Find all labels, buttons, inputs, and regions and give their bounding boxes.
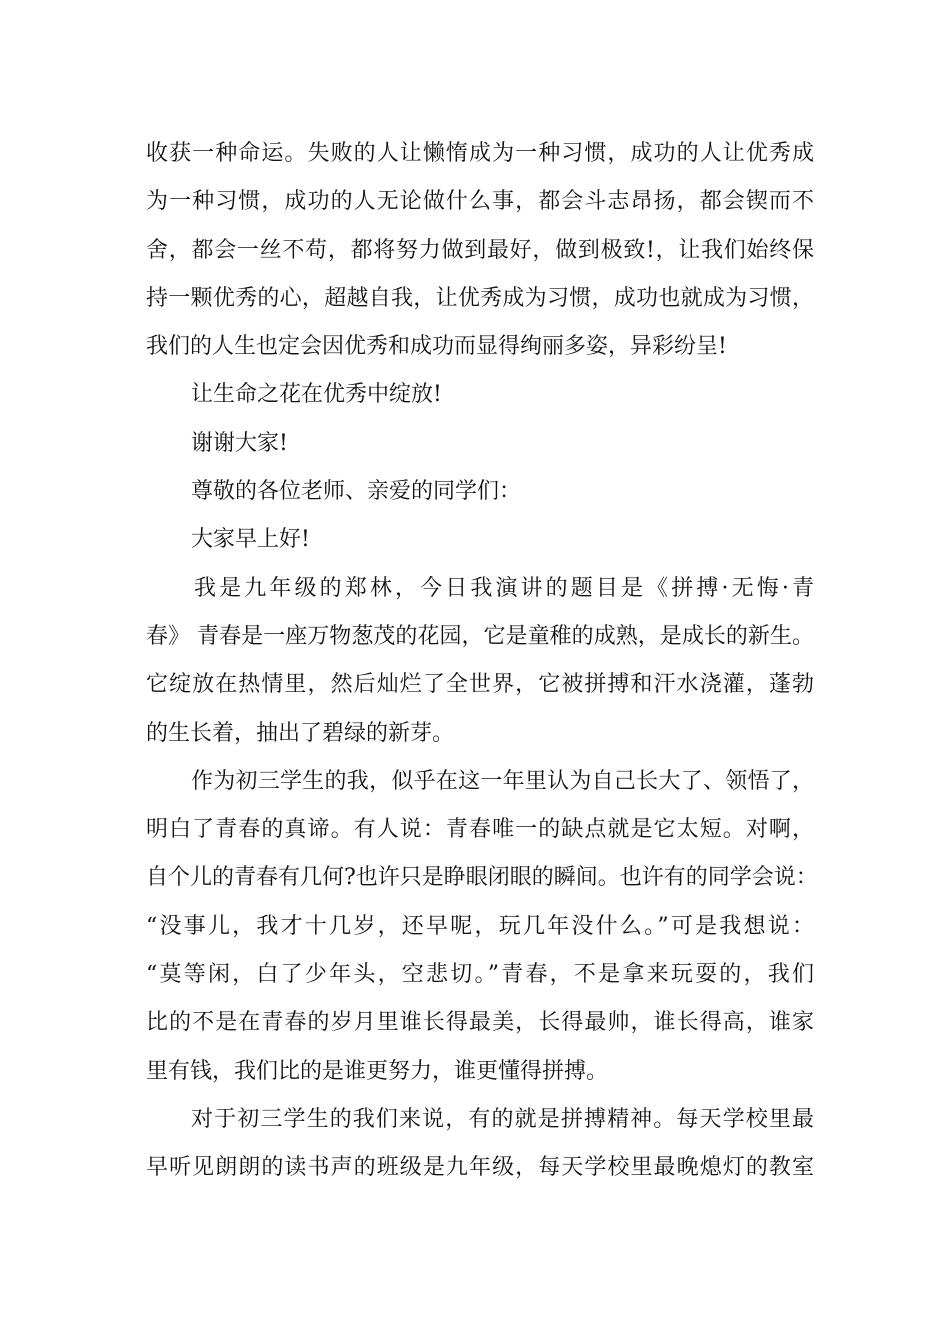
text-line: 它绽放在热情里，然后灿烂了全世界，它被拼搏和汗水浇灌，蓬勃 — [146, 672, 814, 698]
text-line: “没事儿，我才十几岁，还早呢，玩几年没什么。”可是我想说： — [146, 913, 814, 939]
text-line: 为一种习惯，成功的人无论做什么事，都会斗志昂扬，都会锲而不 — [146, 189, 814, 215]
text-line: 早听见朗朗的读书声的班级是九年级，每天学校里最晚熄灯的教室 — [146, 1155, 814, 1181]
text-line: 尊敬的各位老师、亲爱的同学们： — [191, 479, 522, 505]
text-line: 让生命之花在优秀中绽放! — [191, 382, 442, 408]
text-line: 作为初三学生的我，似乎在这一年里认为自己长大了、领悟了， — [191, 768, 814, 794]
text-line: 春》 青春是一座万物葱茂的花园，它是童稚的成熟，是成长的新生。 — [146, 623, 814, 649]
text-line: 我是九年级的郑林，今日我演讲的题目是《拼搏·无悔·青 — [194, 575, 814, 601]
text-line: “莫等闲，白了少年头，空悲切。”青春，不是拿来玩耍的，我们 — [146, 962, 814, 988]
text-line: 明白了青春的真谛。有人说：青春唯一的缺点就是它太短。对啊， — [146, 817, 814, 843]
text-line: 舍，都会一丝不苟，都将努力做到最好，做到极致!，让我们始终保 — [146, 237, 814, 263]
text-line: 自个儿的青春有几何?也许只是睁眼闭眼的瞬间。也许有的同学会说： — [146, 865, 818, 891]
text-line: 比的不是在青春的岁月里谁长得最美，长得最帅，谁长得高，谁家 — [146, 1010, 814, 1036]
document-body — [146, 130, 818, 1193]
text-line: 谢谢大家! — [191, 430, 288, 456]
text-line: 大家早上好! — [191, 527, 310, 553]
text-line: 收获一种命运。失败的人让懒惰成为一种习惯，成功的人让优秀成 — [146, 141, 814, 166]
text-line: 我们的人生也定会因优秀和成功而显得绚丽多姿，异彩纷呈! — [146, 334, 727, 360]
text-line: 持一颗优秀的心，超越自我，让优秀成为习惯，成功也就成为习惯， — [146, 285, 814, 311]
text-line: 的生长着，抽出了碧绿的新芽。 — [146, 720, 455, 746]
text-line: 里有钱，我们比的是谁更努力，谁更懂得拼搏。 — [146, 1058, 609, 1084]
text-line: 对于初三学生的我们来说，有的就是拼搏精神。每天学校里最 — [191, 1106, 814, 1132]
